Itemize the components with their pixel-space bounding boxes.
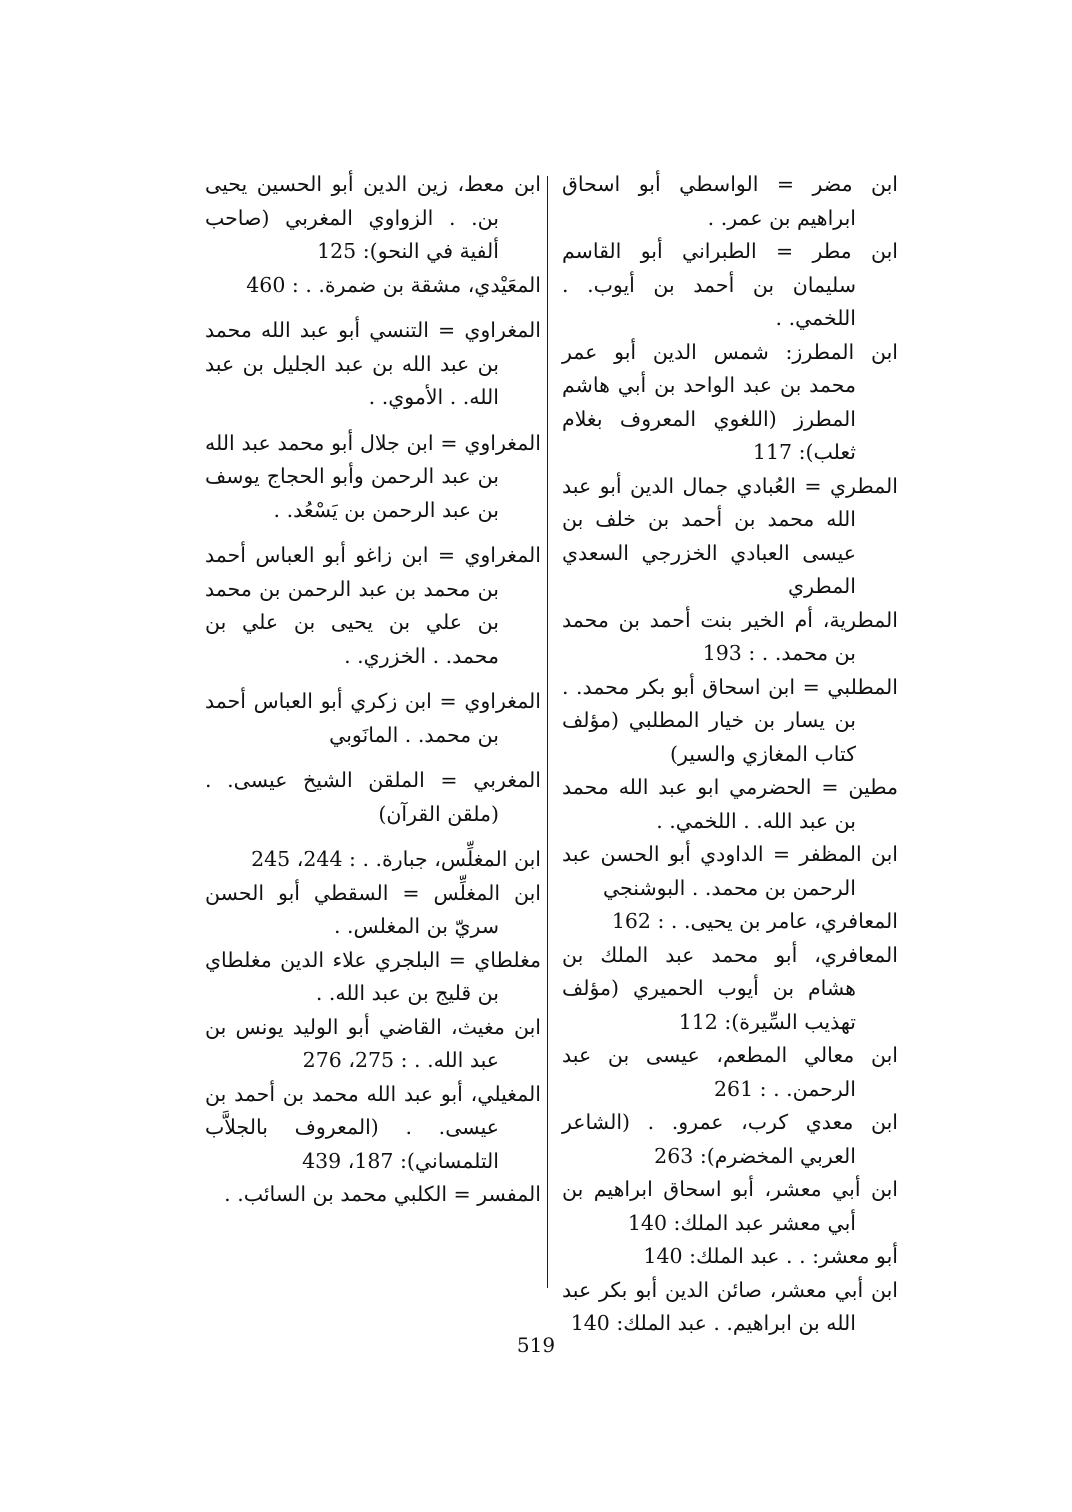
- index-entry: ابن المغلِّس، جبارة. . : 244، 245: [251, 847, 541, 871]
- index-entry: ابن المظفر = الداودي أبو الحسن عبد الرحمن بن محمد. . البوشنجي: [562, 842, 898, 900]
- index-entry: ابن أبي معشر، أبو اسحاق ابراهيم بن أبي معشر عبد الملك: 140: [562, 1177, 898, 1235]
- index-entry: المفسر = الكلبي محمد بن السائب. .: [224, 1182, 541, 1206]
- index-entry: ابن معدي كرب، عمرو. . (الشاعر العربي المخضرم): 263: [562, 1110, 898, 1168]
- index-entry: ابن أبي معشر، صائن الدين أبو بكر عبد الله بن ابراهيم. . عبد الملك: 140: [562, 1277, 898, 1335]
- index-entry: مغلطاي = البلجري علاء الدين مغلطاي بن قليج بن عبد الله. .: [205, 947, 541, 1005]
- index-entry: المعافري، عامر بن يحيى. . : 162: [611, 909, 898, 933]
- index-entry: المغراوي = ابن زاغو أبو العباس أحمد بن محمد بن عبد الرحمن بن محمد بن علي بن يحيى بن علي بن محمد. . الخزري. .: [205, 543, 541, 668]
- index-entry: ابن مغيث، القاضي أبو الوليد يونس بن عبد الله. . : 275، 276: [205, 1014, 541, 1072]
- index-entry: المغراوي = التنسي أبو عبد الله محمد بن عبد الله بن عبد الجليل بن عبد الله. . الأموي. .: [205, 318, 541, 409]
- index-entry: المغراوي = ابن جلال أبو محمد عبد الله بن عبد الرحمن وأبو الحجاج يوسف بن عبد الرحمن بن يَسْعُد. .: [205, 430, 541, 522]
- index-entry: ابن معط، زين الدين أبو الحسين يحيى بن. . الزواوي المغربي (صاحب ألفية في النحو): 125: [205, 172, 541, 263]
- index-entry: المغيلي، أبو عبد الله محمد بن أحمد بن عيسى. . (المعروف بالجلاَّب التلمساني): 187، 439: [205, 1081, 541, 1173]
- index-entry: المغربي = الملقن الشيخ عيسى. . (ملقن القرآن): [205, 768, 541, 826]
- index-entry: ابن المغلِّس = السقطي أبو الحسن سريّ بن المغلس. .: [205, 880, 541, 938]
- index-entry: المطري = العُبادي جمال الدين أبو عبد الله محمد بن أحمد بن خلف بن عيسى العبادي الخزرجي السعدي المطري: [562, 473, 898, 598]
- index-entry: المعافري، أبو محمد عبد الملك بن هشام بن أيوب الحميري (مؤلف تهذيب السِّيرة): 112: [562, 942, 898, 1034]
- index-entry: مطين = الحضرمي ابو عبد الله محمد بن عبد الله. . اللخمي. .: [562, 775, 898, 833]
- index-column-left: [205, 168, 541, 1212]
- index-entry: ابن معالي المطعم، عيسى بن عبد الرحمن. . : 261: [562, 1043, 898, 1101]
- index-entry: المطرية، أم الخير بنت أحمد بن محمد بن محمد. . : 193: [562, 607, 898, 665]
- index-entry: المعَيْدي، مشقة بن ضمرة. . : 460: [246, 272, 541, 297]
- index-entry: ابن مطر = الطبراني أبو القاسم سليمان بن أحمد بن أيوب. . اللخمي. .: [562, 239, 898, 330]
- column-divider: [547, 176, 548, 1288]
- index-column-right: [562, 168, 898, 1341]
- index-entry: أبو معشر: . . عبد الملك: 140: [643, 1244, 898, 1268]
- index-entry: ابن المطرز: شمس الدين أبو عمر محمد بن عبد الواحد بن أبي هاشم المطرز (اللغوي المعروف بغلام ثعلب): 117: [562, 339, 898, 464]
- index-entry: المطلبي = ابن اسحاق أبو بكر محمد. . بن يسار بن خيار المطلبي (مؤلف كتاب المغازي والسير): [562, 674, 898, 766]
- index-entry: ابن مضر = الواسطي أبو اسحاق ابراهيم بن عمر. .: [562, 172, 898, 230]
- page-number: 519: [516, 1333, 556, 1357]
- index-entry: المغراوي = ابن زكري أبو العباس أحمد بن محمد. . المانَوبي: [205, 689, 541, 747]
